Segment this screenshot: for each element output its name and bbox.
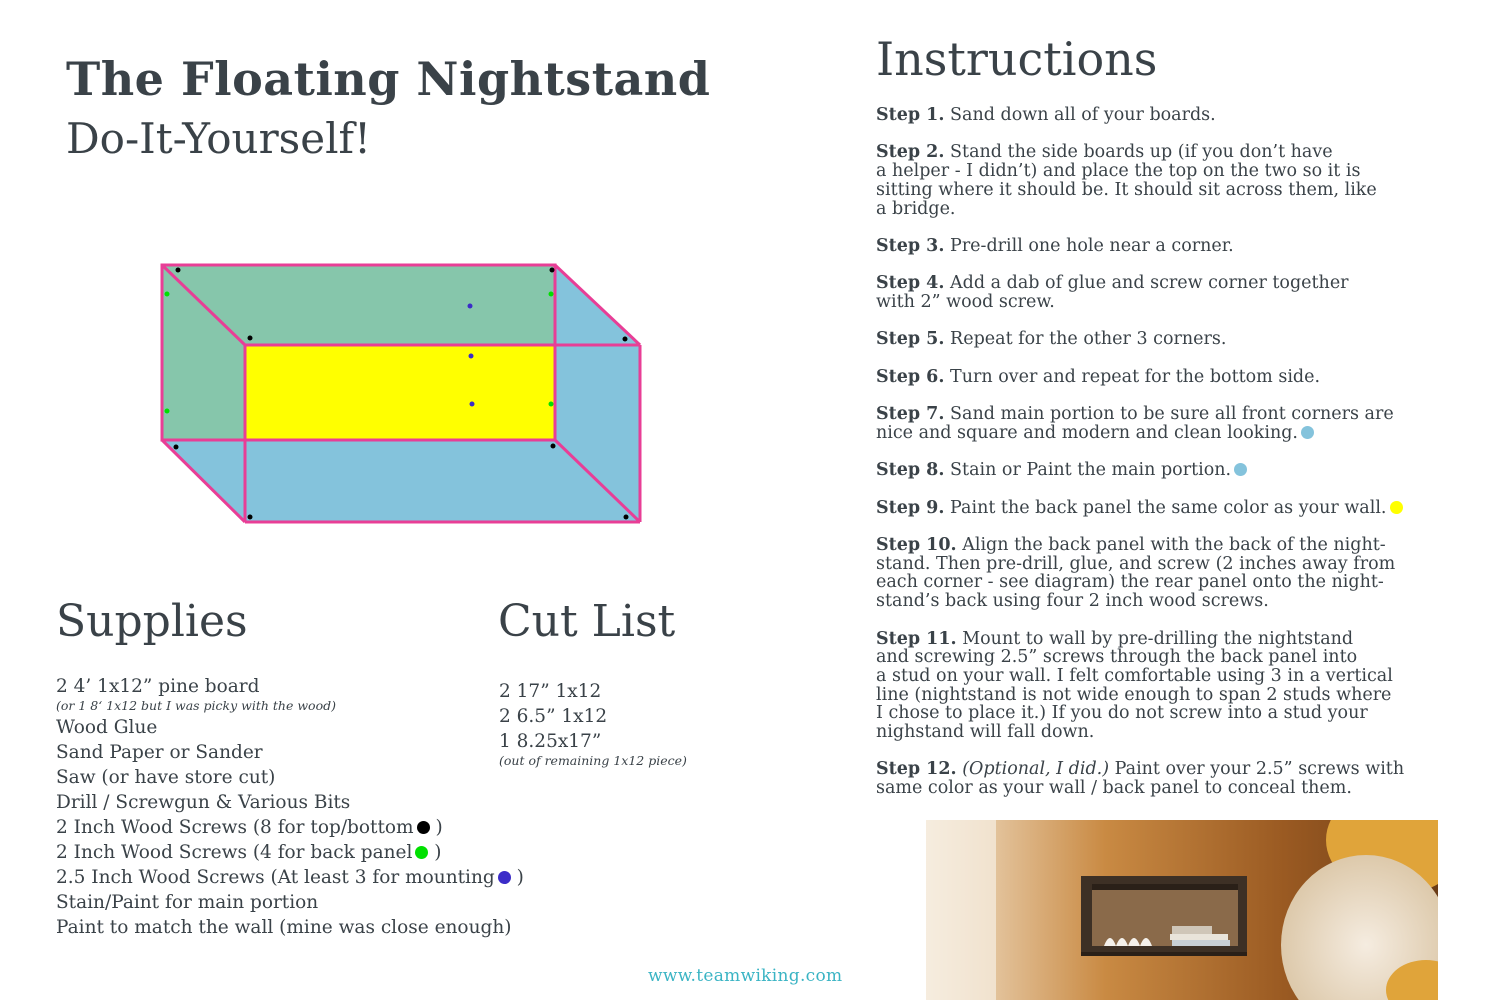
color-dot-icon <box>1390 501 1403 514</box>
step-label: Step 2. <box>876 142 945 163</box>
step-label: Step 9. <box>876 497 945 518</box>
instruction-step <box>876 760 1466 797</box>
supply-item <box>56 674 486 713</box>
cut-item-text: 2 6.5” 1x12 <box>499 706 608 727</box>
cut-list-heading: Cut List <box>498 596 676 647</box>
step-text: with 2” wood screw. <box>876 291 1055 312</box>
instruction-step <box>876 405 1466 442</box>
supply-item-close: ) <box>429 817 443 838</box>
instruction-step <box>876 499 1466 518</box>
step-text: I chose to place it.) If you do not screw into a stud your <box>876 703 1368 724</box>
step-label: Step 4. <box>876 273 945 294</box>
color-dot-icon <box>1301 426 1314 439</box>
step-text: a helper - I didn’t) and place the top on the two so it is <box>876 161 1361 182</box>
instruction-step <box>876 143 1466 218</box>
supply-item-text: 2 4’ 1x12” pine board <box>56 676 260 697</box>
page-title: The Floating Nightstand <box>66 52 711 106</box>
step-text: Sand down all of your boards. <box>950 105 1216 125</box>
step-text: a bridge. <box>876 198 956 219</box>
instructions-heading: Instructions <box>876 32 1158 86</box>
supply-item-text: Sand Paper or Sander <box>56 742 263 763</box>
color-dot-icon <box>498 871 511 884</box>
step-text: nice and square and modern and clean looking. <box>876 422 1298 443</box>
step-text: and screwing 2.5” screws through the back panel into <box>876 647 1358 668</box>
step-text: Turn over and repeat for the bottom side. <box>950 366 1321 387</box>
step-text: line (nightstand is not wide enough to span 2 studs where <box>876 684 1392 705</box>
step-text: each corner - see diagram) the rear panel onto the night- <box>876 572 1384 593</box>
front-face-shape <box>245 345 555 440</box>
supply-item-text: Stain/Paint for main portion <box>56 892 319 913</box>
cut-item <box>499 679 687 704</box>
step-label: Step 3. <box>876 235 945 256</box>
step-label: Step 7. <box>876 404 945 425</box>
step-text: sitting where it should be. It should sit across them, like <box>876 179 1377 200</box>
nightstand-photo <box>926 820 1438 1000</box>
step-text: same color as your wall / back panel to conceal them. <box>876 778 1352 799</box>
instruction-step <box>876 330 1466 349</box>
step-text: Align the back panel with the back of the night- <box>962 535 1386 556</box>
step-label: Step 5. <box>876 329 945 350</box>
supplies-list <box>56 674 524 940</box>
supply-item <box>56 740 486 765</box>
step-text: Pre-drill one hole near a corner. <box>950 235 1234 256</box>
supply-item <box>56 815 486 840</box>
nightstand-diagram <box>150 255 650 535</box>
step-label: Step 11. <box>876 628 957 649</box>
supply-item-text: Wood Glue <box>56 717 158 738</box>
supplies-heading: Supplies <box>56 596 248 647</box>
step-text: Sand main portion to be sure all front corners are <box>950 404 1394 425</box>
step-label: Step 1. <box>876 105 945 125</box>
instruction-step <box>876 106 1466 125</box>
cut-list <box>499 679 687 770</box>
step-label: Step 12. <box>876 759 957 780</box>
instructions-list <box>876 106 1466 817</box>
supply-item-text: 2 Inch Wood Screws (4 for back panel <box>56 842 413 863</box>
instruction-step <box>876 274 1466 311</box>
step-note: (Optional, I did.) <box>962 759 1110 780</box>
color-dot-icon <box>417 821 430 834</box>
supply-item <box>56 715 486 740</box>
supply-item-text: Saw (or have store cut) <box>56 767 276 788</box>
supply-item-text: Drill / Screwgun & Various Bits <box>56 792 351 813</box>
cut-item <box>499 704 687 729</box>
supply-item-text: Paint to match the wall (mine was close enough) <box>56 917 512 938</box>
supply-item-close: ) <box>510 867 524 888</box>
instruction-step <box>876 461 1466 480</box>
supply-item-note: (or 1 8‘ 1x12 but I was picky with the wood) <box>56 698 336 713</box>
supply-item-close: ) <box>428 842 442 863</box>
supply-item <box>56 790 486 815</box>
cut-item-note: (out of remaining 1x12 piece) <box>499 753 687 768</box>
step-text: Repeat for the other 3 corners. <box>950 329 1227 350</box>
supply-item <box>56 915 512 940</box>
color-dot-icon <box>415 846 428 859</box>
cut-item-text: 2 17” 1x12 <box>499 681 602 702</box>
step-text: Stand the side boards up (if you don’t have <box>950 142 1333 163</box>
instruction-step <box>876 237 1466 256</box>
supply-item <box>56 865 524 890</box>
step-label: Step 8. <box>876 460 945 481</box>
step-text: Stain or Paint the main portion. <box>950 460 1232 481</box>
step-text: Add a dab of glue and screw corner together <box>950 273 1349 294</box>
step-label: Step 10. <box>876 535 957 556</box>
step-text: nighstand will fall down. <box>876 722 1095 743</box>
color-dot-icon <box>1234 463 1247 476</box>
page-subtitle: Do-It-Yourself! <box>66 114 371 163</box>
website-link[interactable]: www.teamwiking.com <box>648 966 843 986</box>
supply-item-text: 2 Inch Wood Screws (8 for top/bottom <box>56 817 414 838</box>
cut-item <box>499 729 687 768</box>
supply-item-text: 2.5 Inch Wood Screws (At least 3 for mounting <box>56 867 495 888</box>
cut-item-text: 1 8.25x17” <box>499 731 602 752</box>
step-text: stand’s back using four 2 inch wood screws. <box>876 591 1269 612</box>
step-text: stand. Then pre-drill, glue, and screw (2 inches away from <box>876 553 1396 574</box>
step-text: Mount to wall by pre-drilling the nightstand <box>962 628 1354 649</box>
supply-item <box>56 765 486 790</box>
step-text: a stud on your wall. I felt comfortable using 3 in a vertical <box>876 665 1393 686</box>
step-text: Paint the back panel the same color as your wall. <box>950 497 1387 518</box>
instruction-step <box>876 368 1466 387</box>
supply-item <box>56 890 486 915</box>
step-text: Paint over your 2.5” screws with <box>1114 759 1405 780</box>
instruction-step <box>876 630 1466 742</box>
supply-item <box>56 840 486 865</box>
instruction-step <box>876 536 1466 611</box>
step-label: Step 6. <box>876 366 945 387</box>
